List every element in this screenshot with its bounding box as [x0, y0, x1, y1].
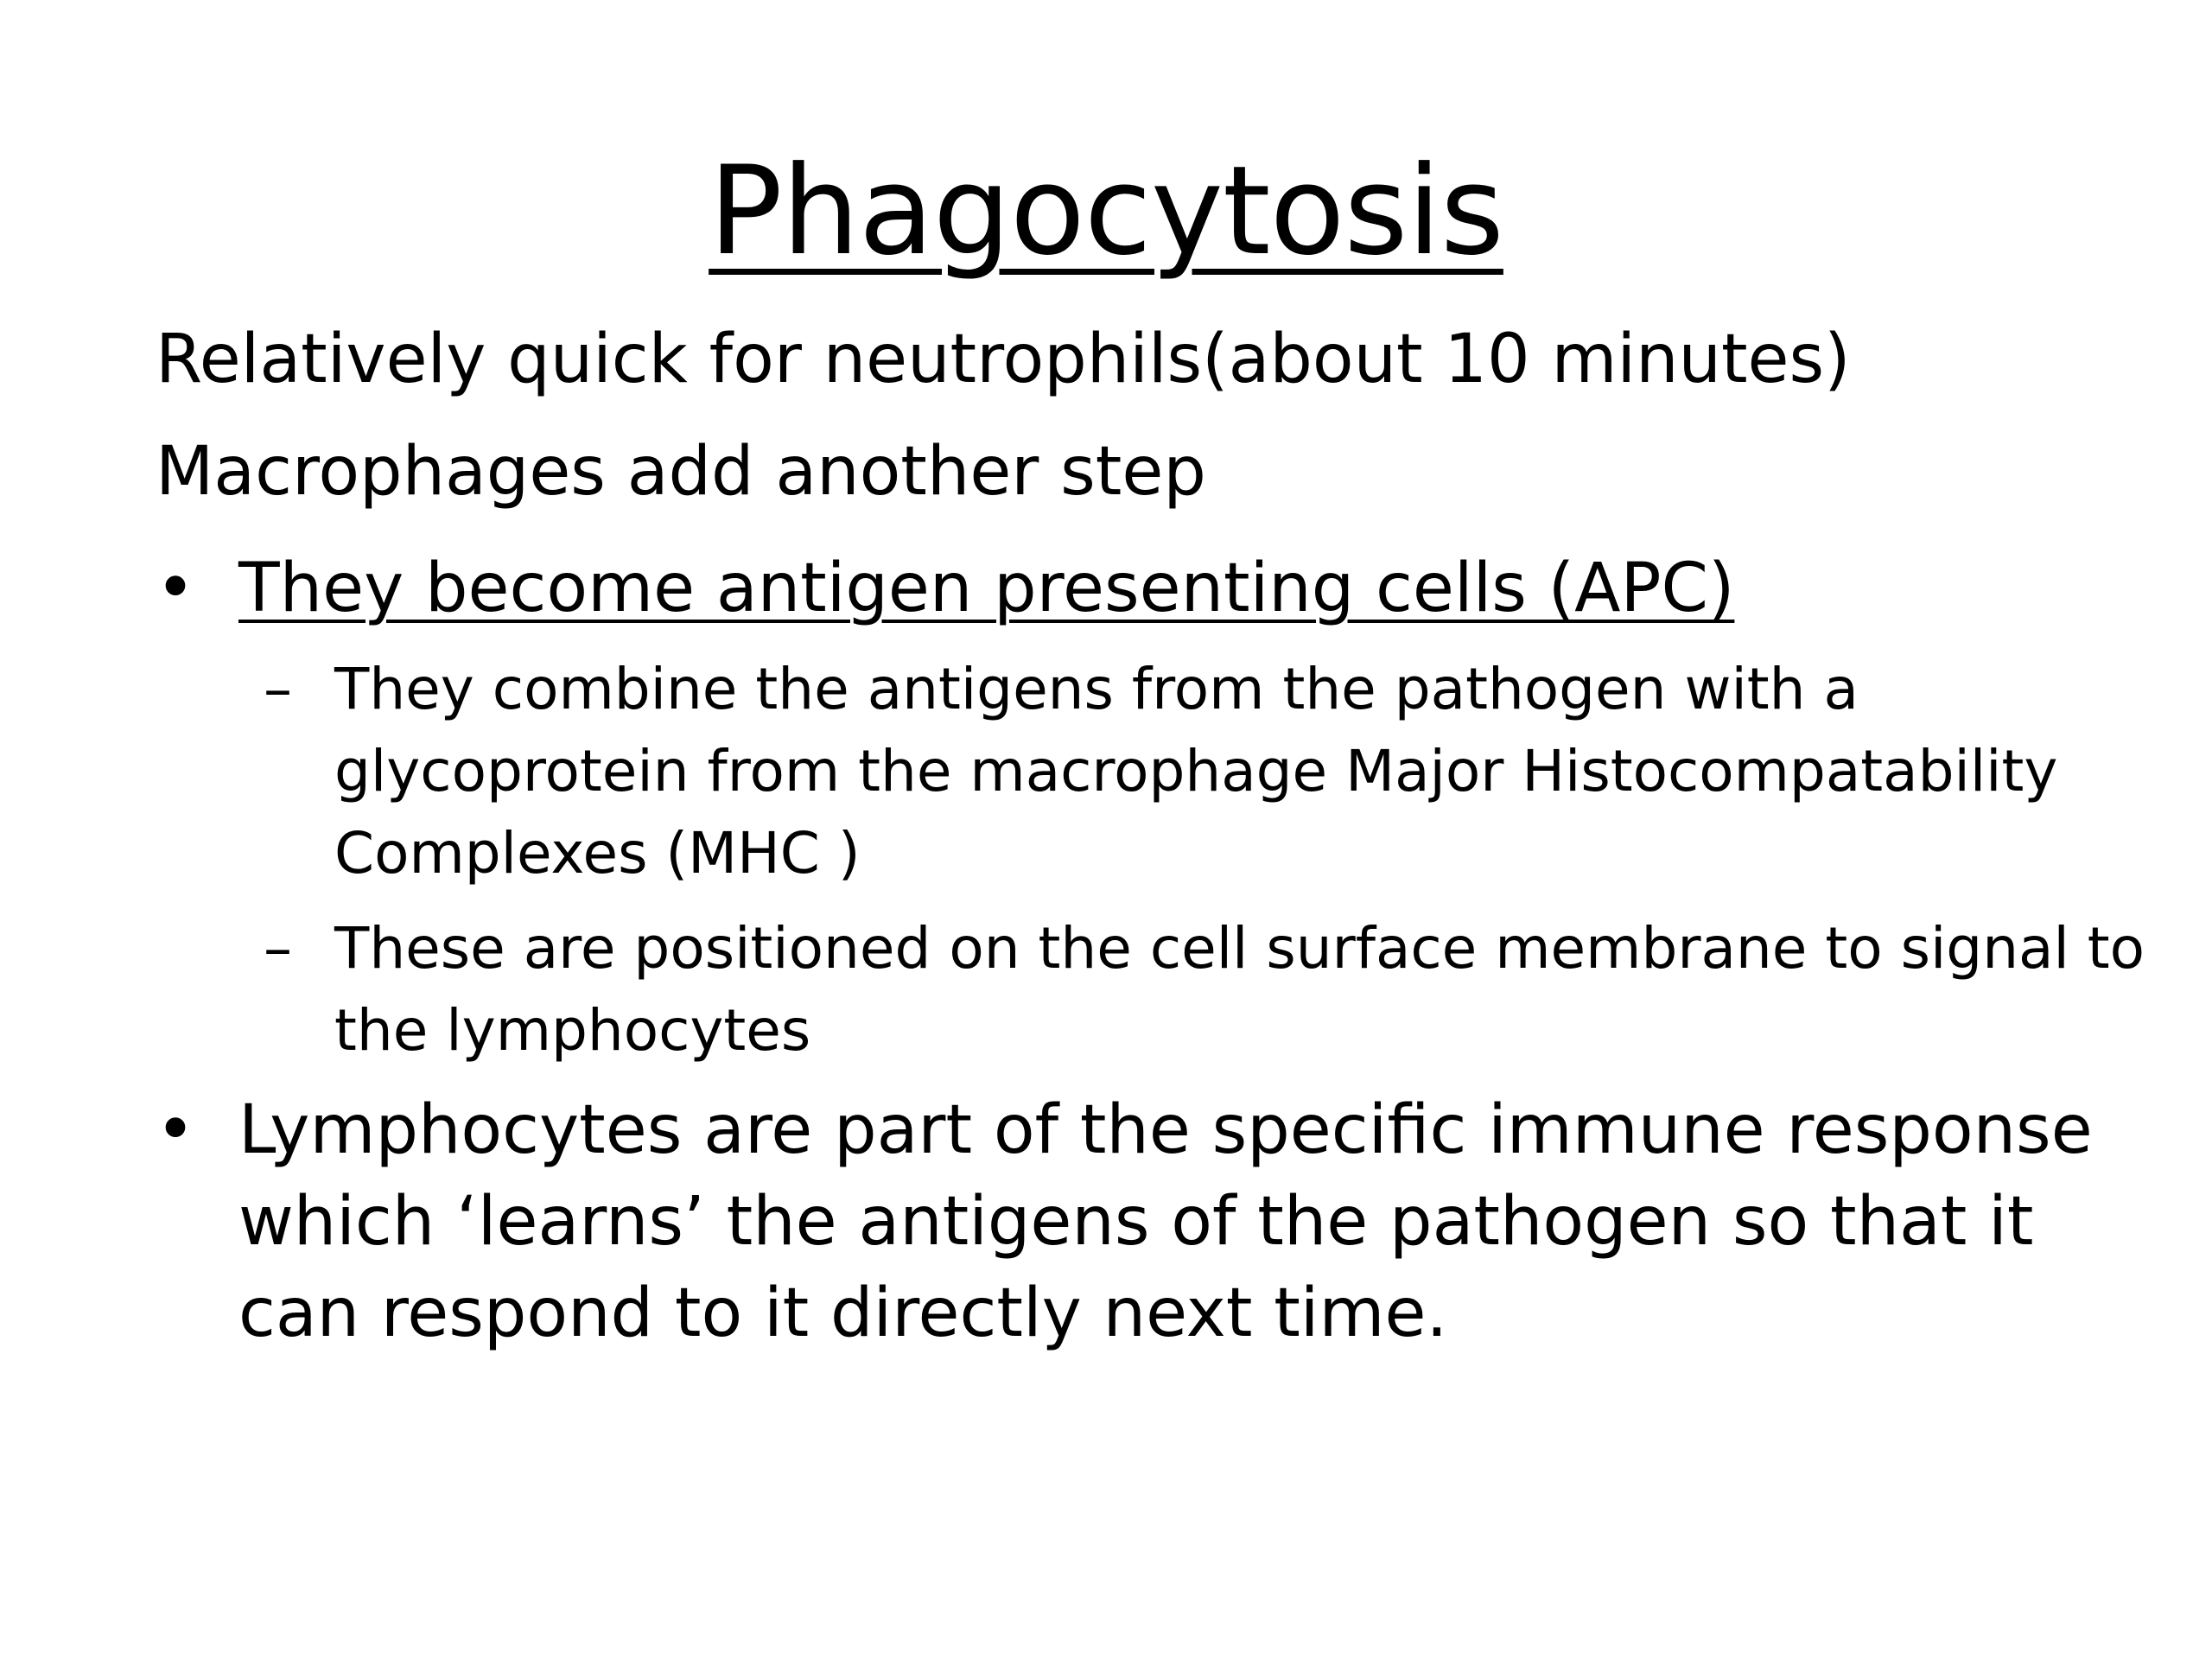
sub-item-membrane: [264, 907, 2164, 1080]
bullet-dot-icon: •: [156, 1091, 196, 1169]
dash-icon: –: [264, 656, 292, 722]
text-line-macrophages: Macrophages add another step: [156, 433, 1206, 511]
dash-icon: –: [264, 915, 292, 982]
sub-item-text-membrane: These are positioned on the cell surface membrane to signal to the lymphocytes: [334, 915, 2145, 1064]
slide-title: [0, 138, 2212, 285]
sub-item-text-mhc: They combine the antigens from the pathogen with a glycoprotein from the macrophage Major Histocompatability Complexes (MHC ): [334, 656, 2058, 887]
bullet-dot-icon: •: [156, 550, 196, 627]
text-line-neutrophils: Relatively quick for neutrophils(about 10 minutes): [156, 321, 1851, 398]
bullet-text-lymphocytes: Lymphocytes are part of the specific immune response which ‘learns’ the antigens of the pathogen so that it can respond to it directly next time.: [238, 1091, 2093, 1352]
slide-title-text: Phagocytosis: [709, 140, 1503, 283]
bullet-item-lymphocytes: [156, 1084, 2126, 1378]
sub-item-mhc: [264, 648, 2164, 899]
bullet-text-apc: They become antigen presenting cells (APC): [238, 550, 1735, 627]
bullet-item-apc: [156, 543, 2126, 638]
